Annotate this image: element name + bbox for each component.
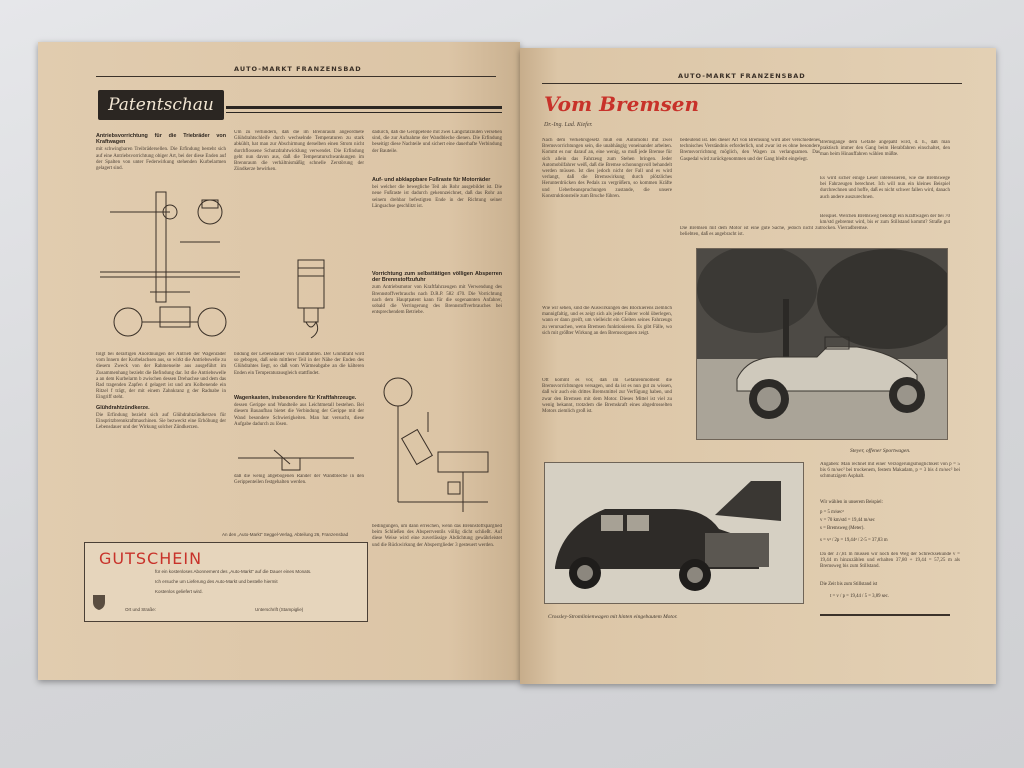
col3-text-mid: bei welcher die bewegliche Teil als Rohr ausgebildet ist. Die neue Fußraste ist dadurch gekennzeichnet, daß das Rohr an seinem drehbar befestigten Ende in der Richtung seiner Längsachse geschlitzt ist.	[372, 185, 502, 209]
right-page	[520, 48, 996, 684]
right-col2-text2: Die Bremsen mit dem Motor ist eine gute Sache, jedoch nicht zu beliebten, daß es angebracht ist.	[680, 226, 820, 238]
gutschein-coupon[interactable]	[84, 542, 368, 622]
photo2-caption: Crossley-Stromlinienwagen mit hinten eingebautem Motor.	[548, 614, 678, 620]
coupon-sign-left: Ort und Straße:	[125, 607, 157, 612]
calc-example: Wir wählen in unserem Beispiel:	[820, 500, 883, 505]
col2-lower	[234, 392, 364, 442]
calc-time-label: Die Zeit bis zum Stillstand ist	[820, 582, 878, 587]
patent-drawing-valve	[368, 372, 508, 522]
right-col2-b	[680, 226, 820, 244]
left-page	[38, 42, 520, 680]
right-col3-c	[820, 214, 950, 244]
photo-open-sports-car	[696, 248, 948, 440]
col2-mid	[234, 352, 364, 388]
article-end-rule	[820, 614, 950, 616]
col1-top	[96, 130, 226, 182]
col3-tail	[372, 524, 502, 614]
col3-mid	[372, 174, 502, 264]
banner-rule-thin	[226, 112, 502, 113]
col2-subhead: Wagenkasten, insbesondere für Kraftfahrzeuge.	[234, 395, 357, 401]
calc-line4: s = v² / 2p = 19,44² / 2·5 = 37,83 m	[820, 538, 888, 543]
right-col1	[542, 138, 672, 228]
calc-text: Da der 37,81 m müssen wir noch den Weg der Schrecksekunde v = 19,44 m hinzuzählen und erhalten 37,80 + 19,44 = 57,25 m als Bremsweg bis zum Stillstand.	[820, 552, 960, 570]
article-title: Vom Bremsen	[544, 92, 699, 116]
coupon-line3: Kostenlos geliefert wird.	[155, 589, 203, 594]
right-col3	[820, 140, 950, 174]
col3-text-tail: bedingungen, um dann erreichen, wenn das Brennstoffsparglied beim Schließen des Absperrventils völlig dicht schließt. Auf diese Weise wird eine zuverlässige Abdichtung gewährleistet und die Rückwirkung der Absperrglieder 3 gesteuert werden.	[372, 524, 502, 548]
right-col3-text2: Es wird sicher einige Leser interessieren, wie die Bremswege bei Fahrzeugen berechnet. Ich will nun ein kleines Beispiel durchrechnen und hoffe, daß es nicht schwer fallen wird, danach auch andere auszurechnen.	[820, 176, 950, 200]
col2-text-mid: bildung der Lebensdauer von Glühdrähten. Der Glühdraht wird so gebogen, daß sein mittlerer Teil in der Nähe der Enden des Glühdrahtes liegt, so daß vom Wärmeabgabe an die kälteren Enden ein Temperaturausgleich stattfindet.	[234, 352, 364, 376]
col1-subhead2: Glühdrahtzündkerze.	[96, 404, 150, 411]
col3-text-bottom: zum Antriebsmotor von Kraftfahrzeugen mit Verwendung des Brennstoffverbrauchs nach D.R.P. 582 470. Die Vorrichtung nach dem Hauptpatent kann für die sogenannten Anfahrer, sobald die Verringerung des Brennstoffverbrauches bei entsprechendem Betriebe.	[372, 285, 502, 316]
imprint-line: An den „Auto-Markt“ Seggel-Verlag, Abteilung 26, Franzensbad	[222, 532, 349, 537]
calc-time: t = v / p = 19,44 / 5 = 3,89 sec.	[830, 594, 890, 599]
right-col2-text: bedeutend ist. Bei dieser Art von Bremsung wird aber verschiedenes technisches Verständnis erforderlich, und zwar ist es ohne besondere Bremsvorrichtung möglich, den Wagen zu verlangsamen. Das Gaspedal wird zurückgenommen und der Gang bleibt eingelegt.	[680, 138, 820, 162]
col2-top	[234, 130, 364, 248]
right-col2	[680, 138, 820, 228]
calc-line1: p = 5 m/sec²	[820, 510, 844, 515]
header-rule-right	[542, 83, 962, 84]
right-col3-b	[820, 176, 950, 216]
section-banner: Patentschau	[98, 90, 224, 120]
shield-emblem-icon	[91, 593, 107, 611]
running-head-left: AUTO-MARKT FRANZENSBAD	[234, 65, 362, 73]
col3-top	[372, 130, 502, 174]
header-rule	[96, 76, 496, 77]
calc-text-block	[820, 552, 960, 578]
col3-text-top: dadurch, daß die Gerippeteile mit zwei Längsfalznuten versehen sind, die zur Aufnahme der Wandbleche dienen. Die Erfindung beseitigt diese Nachteile und sichert eine dauerhafte Verbindung der Bauteile.	[372, 130, 502, 154]
col3-subhead: Auf- und abklappbare Fußraste für Motorräder	[372, 177, 491, 183]
col1-bottom	[96, 352, 226, 472]
patent-drawing-profile	[234, 444, 364, 474]
calc-line2: v = 70 km/std = 19,44 m/sec	[820, 518, 875, 523]
photo1-caption: Steyer, offener Sportwagen.	[850, 448, 911, 454]
banner-rule	[226, 106, 502, 109]
col2-text-top: Um zu verhindern, daß die im Brennraum angeordnete Glühdrahtschleife durch wechselnde Temperaturen zu stark abkühlt, hat man zur Abschirmung derselben einen Strom nicht durchflossene Schutzdrahtwicklung verwendet. Die Erfindung geht nun davon aus, daß die Temperaturschwankungen im Brennraum die verhältnismäßig schnelle Zerstörung der Zündkerze bewirken.	[234, 130, 364, 173]
col1-text-top: mit schwingbaren Treibrädersellen. Die Erfindung besteht sich auf eine Antriebsvorrichtung obiger Art, bei der diese Enden auf der Spalten von unter Federwirkung stehenden Kurbelarmen gelagert sind.	[96, 147, 226, 172]
col2-tail	[234, 474, 364, 522]
right-col3-text: Bremsgänge dem Gefälle angepaßt wird, d. h., daß man praktisch immer den Gang beim Herabfahren einschaltet, den man beim Hinauffahren wählen müßte.	[820, 140, 950, 158]
right-col1-text2: Wie wir sehen, sind die Auswirkungen des Blockierens ziemlich mannigfaltig, und es zeigt sich als jeder Fahrer wohl überlegen, wann er dann greift, um vielleicht ein Gleiten seines Fahrzeugs zu verursachen, wenn Bremsen funktionieren. Es gibt Fälle, wo sich mit größter Wirkung an den Bremsorganen zeigt.	[542, 306, 672, 336]
right-col1-b	[542, 306, 672, 372]
col2-text-bottom: dessen Gerippe und Wandteile aus Leichtmetall bestehen. Bei diesem Bauaufbau bietet die Verbindung der Gerippe mit der Wand besondere Schwierigkeiten. Man hat versucht, diese Aufgabe dadurch zu lösen.	[234, 403, 364, 427]
right-col1-c	[542, 378, 672, 444]
calc-line3: s = Bremsweg (Meter).	[820, 526, 865, 531]
right-col1-text3: Oft kommt es vor, daß im Gefahrenmoment die Bremsvorrichtungen versagen, und da ist es nun gut zu wissen, daß wir auch ein drittes Bremsmittel zur Verfügung haben, und zwar den Bremsen mit dem Motor. Dieses Mittel ist viel zu wenig bekannt, trotzdem die Bremskraft eines abgedrosselten Motors ziemlich groß ist.	[542, 378, 672, 415]
patent-drawing-sparkplug	[286, 256, 336, 346]
coupon-line1: für ein kostenloses Abonnement des „Auto-Markt“ auf die Dauer eines Monats.	[155, 569, 312, 574]
col2-text-tail: daß die wenig abgebogenen Ränder der Wandbleche in den Gerippenteilen festgehalten werden.	[234, 474, 364, 486]
col1-text-bottom: folgt bei derartigen Anordnungen der Antrieb der Wagenräder vom Innern der Kurbelachsen aus, so wirkt die Antriebswelle zu diesem Zweck von der Rahmenseite aus ausgeführt im Zusammenhang bezieht die Befindung dar. Ist die Antriebswelle a an dem Kurbelarm b zwischen dessen Drehachse und dem das Rad tragenden Zapfen d gelagert ist und am Kolbenende ein Ritzel f trägt, der mit einem Zahnkranz g der Radnabe in Eingriff steht.	[96, 352, 226, 401]
right-col1-text: Nach dem Verkehrsgesetz muß ein Automobil mit zwei Bremsvorrichtungen sein, die unabhängig voneinander arbeiten. Kommt es nur darauf an, eine wenig, so muß jede Bremse für sich allein das Fahrzeug zum Stehen bringen. Jeder Automobilfahrer weiß, daß die Bremse schonungsvoll behandelt werden müssen. Ist dies jedoch nicht der Fall und es wird verlangt, daß die Bremswirkung durch plötzliches Herunterdrücken des Pedals zu vergrößern, so kommen Kräfte und Ueberbeanspruchungen zustande, die unsere Konstruktionsteile zum Bruche führen.	[542, 138, 672, 199]
right-col3-text3: Beispiel. Welchen Bremsweg benötigt ein Kraftwagen der bei 70 km/std gebremst wird, bis er zum Stillstand kommt? Straße gut trocken. Vierradbremse.	[820, 214, 950, 232]
calc-intro-block	[820, 462, 960, 496]
photo-crossley-car	[544, 462, 804, 604]
coupon-line2: Ich ersuche um Lieferung des Auto-Markt und bestelle hiermit	[155, 579, 278, 584]
running-head-right: AUTO-MARKT FRANZENSBAD	[678, 72, 806, 80]
calc-intro: Angaben: Man rechnet mit einer Verzögerungsmöglichkeit von p = 5 bis 6 m/sec² bei trockenem, festem Makadam, p = 3 bis 4 m/sec² bei schmutzigem Asphalt.	[820, 462, 960, 480]
col3-lower	[372, 268, 502, 366]
col1-text-end: Die Erfindung bezieht sich auf Glühdrahtzündkerzen für Einspritzbrennkraftmaschinen. Sie bezweckt eine Erhöhung der Lebensdauer und der Wirkung solcher Zündkerzen.	[96, 412, 226, 431]
col1-subhead: Antriebsvorrichtung für die Triebräder von Kraftwagen	[96, 133, 226, 146]
col3-subhead2: Vorrichtung zum selbsttätigen völligen Absperren der Brennstoffzufuhr	[372, 271, 502, 284]
coupon-title: GUTSCHEIN	[99, 549, 203, 568]
article-author: Dr.-Ing. Lad. Kiefer.	[544, 122, 593, 128]
coupon-sign-right: Unterschrift (Stampiglie)	[255, 607, 304, 612]
patent-drawing-drive	[90, 182, 250, 352]
